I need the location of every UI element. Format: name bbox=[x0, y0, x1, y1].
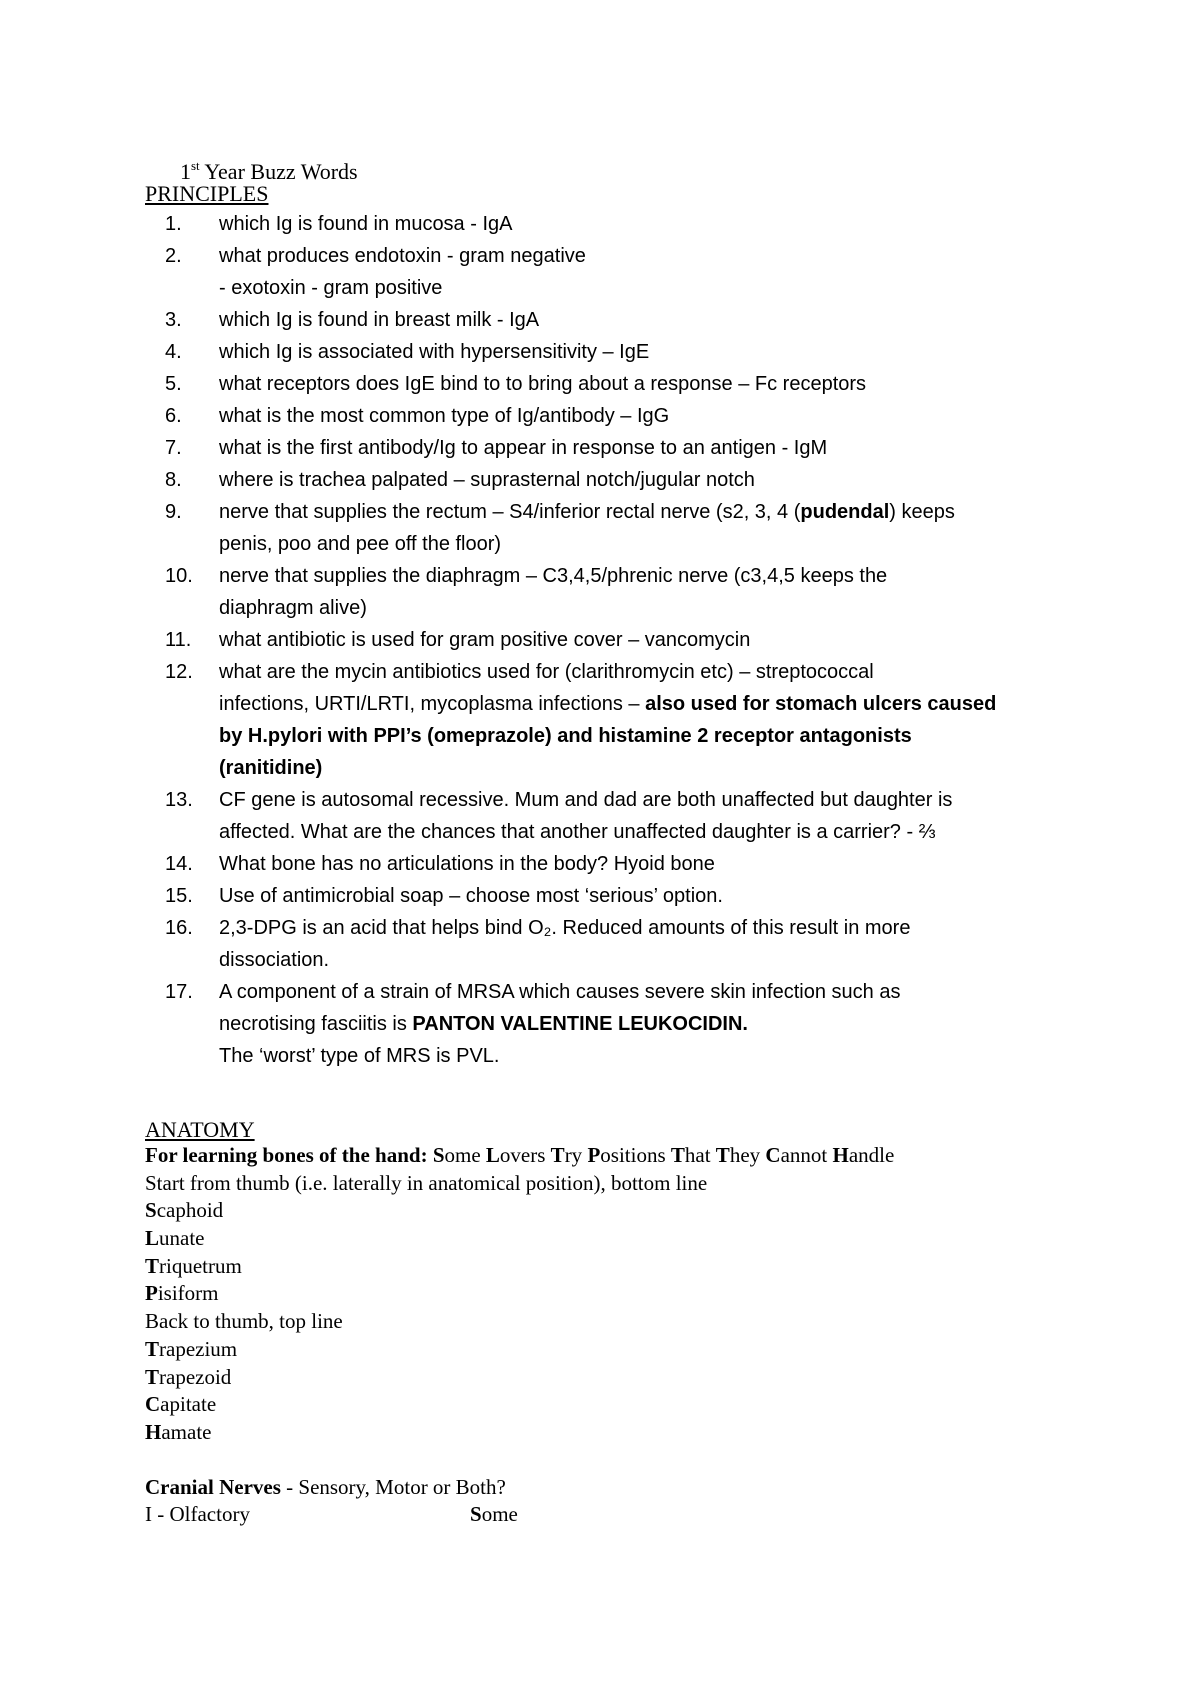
bold-text: (ranitidine) bbox=[219, 757, 323, 779]
bold-text: L bbox=[145, 1226, 160, 1251]
item-text bbox=[219, 304, 1065, 336]
text-run: which Ig is found in mucosa - IgA bbox=[219, 213, 513, 235]
mnemonic-rest: ome bbox=[481, 1502, 518, 1527]
anatomy-line bbox=[145, 1419, 1105, 1447]
principle-item bbox=[165, 784, 1065, 848]
item-text bbox=[219, 496, 1065, 560]
principles-list bbox=[165, 208, 1065, 1072]
item-line bbox=[219, 336, 1065, 368]
principle-item bbox=[165, 432, 1065, 464]
anatomy-line bbox=[145, 1197, 1105, 1225]
bold-text: C bbox=[765, 1143, 781, 1167]
principle-item bbox=[165, 560, 1065, 624]
title-ordinal-suffix: st bbox=[191, 158, 200, 173]
text-run: hat bbox=[684, 1143, 716, 1167]
item-line bbox=[219, 1040, 1065, 1072]
item-number: 13. bbox=[165, 789, 193, 811]
item-line bbox=[219, 976, 1065, 1008]
principle-item bbox=[165, 240, 1065, 304]
text-run: - exotoxin - gram positive bbox=[219, 277, 443, 299]
cranial-nerves-table bbox=[145, 1501, 1105, 1529]
bold-text: L bbox=[485, 1143, 500, 1167]
cranial-nerve-row bbox=[145, 1501, 1105, 1529]
item-line bbox=[219, 1008, 1065, 1040]
anatomy-line bbox=[145, 1225, 1105, 1253]
item-line bbox=[219, 528, 1065, 560]
mnemonic-word bbox=[470, 1501, 518, 1529]
item-line bbox=[219, 816, 1065, 848]
item-number: 11. bbox=[165, 629, 192, 651]
item-text bbox=[219, 784, 1065, 848]
text-run: Back to thumb, top line bbox=[145, 1309, 343, 1334]
text-run: affected. What are the chances that another unaffected daughter is a carrier? - ⅔ bbox=[219, 821, 936, 843]
cranial-nerve-name: I - Olfactory bbox=[145, 1502, 250, 1527]
anatomy-line bbox=[145, 1142, 1105, 1170]
principle-item bbox=[165, 656, 1065, 784]
text-run: overs bbox=[499, 1143, 551, 1167]
text-run: amate bbox=[161, 1419, 212, 1444]
item-number: 9. bbox=[165, 501, 182, 523]
principle-item bbox=[165, 464, 1065, 496]
item-text bbox=[219, 912, 1065, 976]
principle-item bbox=[165, 880, 1065, 912]
bold-text: T bbox=[670, 1143, 685, 1167]
text-run: what is the first antibody/Ig to appear in response to an antigen - IgM bbox=[219, 437, 828, 459]
text-run: dissociation. bbox=[219, 949, 330, 971]
anatomy-line bbox=[145, 1308, 1105, 1336]
text-run: what receptors does IgE bind to to bring about a response – Fc receptors bbox=[219, 373, 867, 395]
item-number: 3. bbox=[165, 309, 182, 331]
text-run: nerve that supplies the rectum – S4/inferior rectal nerve (s2, 3, 4 ( bbox=[219, 501, 801, 523]
bold-text: T bbox=[145, 1364, 160, 1389]
item-line bbox=[219, 496, 1065, 528]
principle-item bbox=[165, 336, 1065, 368]
bold-text: T bbox=[550, 1143, 565, 1167]
principle-item bbox=[165, 400, 1065, 432]
item-line bbox=[219, 880, 1065, 912]
item-number: 8. bbox=[165, 469, 182, 491]
text-run: necrotising fasciitis is bbox=[219, 1013, 413, 1035]
item-line bbox=[219, 624, 1065, 656]
text-run: penis, poo and pee off the floor) bbox=[219, 533, 502, 555]
text-run: isiform bbox=[157, 1281, 219, 1306]
principle-item bbox=[165, 368, 1065, 400]
text-run: CF gene is autosomal recessive. Mum and dad are both unaffected but daughter is bbox=[219, 789, 953, 811]
text-run: ry bbox=[564, 1143, 588, 1167]
text-run: ome bbox=[444, 1143, 486, 1167]
bold-text: pudendal bbox=[800, 501, 890, 523]
item-text bbox=[219, 464, 1065, 496]
title-text: Year Buzz Words bbox=[204, 159, 358, 184]
item-number: 6. bbox=[165, 405, 182, 427]
item-line bbox=[219, 784, 1065, 816]
bold-text: S bbox=[145, 1198, 157, 1223]
anatomy-line bbox=[145, 1364, 1105, 1392]
item-text bbox=[219, 400, 1065, 432]
cranial-nerves-subtitle: - Sensory, Motor or Both? bbox=[280, 1474, 506, 1499]
item-line bbox=[219, 400, 1065, 432]
title-number: 1 bbox=[180, 159, 191, 184]
bold-text: T bbox=[145, 1253, 160, 1278]
item-number: 16. bbox=[165, 917, 193, 939]
text-run: Use of antimicrobial soap – choose most ‘serious’ option. bbox=[219, 885, 723, 907]
item-number: 15. bbox=[165, 885, 193, 907]
item-line bbox=[219, 720, 1065, 752]
item-number: 2. bbox=[165, 245, 182, 267]
item-line bbox=[219, 368, 1065, 400]
text-run: what is the most common type of Ig/antibody – IgG bbox=[219, 405, 670, 427]
item-number: 7. bbox=[165, 437, 182, 459]
text-run: ositions bbox=[600, 1143, 671, 1167]
item-text bbox=[219, 432, 1065, 464]
anatomy-lines bbox=[145, 1142, 1105, 1447]
item-line bbox=[219, 432, 1065, 464]
item-number: 1. bbox=[165, 213, 182, 235]
item-line bbox=[219, 848, 1065, 880]
item-number: 5. bbox=[165, 373, 182, 395]
bold-text: For learning bones of the hand: bbox=[145, 1143, 428, 1167]
cranial-nerves-heading bbox=[145, 1474, 1105, 1502]
text-run: diaphragm alive) bbox=[219, 597, 367, 619]
principles-heading: PRINCIPLES bbox=[145, 181, 269, 206]
text-run: apitate bbox=[160, 1392, 217, 1417]
item-text bbox=[219, 208, 1065, 240]
principle-item bbox=[165, 624, 1065, 656]
text-run: what produces endotoxin - gram negative bbox=[219, 245, 586, 267]
bold-text: T bbox=[715, 1143, 730, 1167]
bold-text: P bbox=[145, 1281, 158, 1306]
text-run: what antibiotic is used for gram positive cover – vancomycin bbox=[219, 629, 751, 651]
principle-item bbox=[165, 976, 1065, 1072]
section-spacer bbox=[145, 1447, 1105, 1474]
text-run: 2,3-DPG is an acid that helps bind O₂. Reduced amounts of this result in more bbox=[219, 917, 911, 939]
bold-text: PANTON VALENTINE LEUKOCIDIN. bbox=[412, 1013, 748, 1035]
text-run: What bone has no articulations in the body? Hyoid bone bbox=[219, 853, 715, 875]
item-text bbox=[219, 368, 1065, 400]
bold-text: also used for stomach ulcers caused bbox=[645, 693, 997, 715]
bold-text: H bbox=[145, 1419, 162, 1444]
anatomy-line bbox=[145, 1253, 1105, 1281]
item-number: 17. bbox=[165, 981, 193, 1003]
bold-text: T bbox=[145, 1336, 160, 1361]
text-run: A component of a strain of MRSA which causes severe skin infection such as bbox=[219, 981, 901, 1003]
text-run: rapezium bbox=[159, 1336, 238, 1361]
item-text bbox=[219, 976, 1065, 1072]
item-line bbox=[219, 688, 1065, 720]
anatomy-line bbox=[145, 1391, 1105, 1419]
bold-text: by H.pylori with PPI’s (omeprazole) and histamine 2 receptor antagonists bbox=[219, 725, 912, 747]
item-line bbox=[219, 272, 1065, 304]
anatomy-line bbox=[145, 1280, 1105, 1308]
item-line bbox=[219, 560, 1065, 592]
text-run: ) keeps bbox=[889, 501, 955, 523]
text-run: The ‘worst’ type of MRS is PVL. bbox=[219, 1045, 500, 1067]
item-line bbox=[219, 656, 1065, 688]
principle-item bbox=[165, 304, 1065, 336]
text-run: what are the mycin antibiotics used for (clarithromycin etc) – streptococcal bbox=[219, 661, 874, 683]
text-run: hey bbox=[729, 1143, 766, 1167]
item-line bbox=[219, 240, 1065, 272]
anatomy-line bbox=[145, 1336, 1105, 1364]
item-text bbox=[219, 560, 1065, 624]
text-run: caphoid bbox=[156, 1198, 224, 1223]
text-run: unate bbox=[159, 1226, 205, 1251]
mnemonic-initial: S bbox=[470, 1502, 482, 1527]
anatomy-line bbox=[145, 1170, 1105, 1198]
anatomy-section bbox=[145, 1142, 1105, 1529]
text-run: which Ig is associated with hypersensitivity – IgE bbox=[219, 341, 650, 363]
text-run: riquetrum bbox=[159, 1253, 242, 1278]
principle-item bbox=[165, 208, 1065, 240]
item-line bbox=[219, 912, 1065, 944]
text-run: which Ig is found in breast milk - IgA bbox=[219, 309, 540, 331]
cranial-nerves-title: Cranial Nerves bbox=[145, 1474, 281, 1499]
item-text bbox=[219, 848, 1065, 880]
text-run: andle bbox=[848, 1143, 895, 1167]
item-line bbox=[219, 208, 1065, 240]
item-line bbox=[219, 752, 1065, 784]
item-number: 4. bbox=[165, 341, 182, 363]
item-text bbox=[219, 656, 1065, 784]
item-number: 12. bbox=[165, 661, 193, 683]
text-run: annot bbox=[780, 1143, 833, 1167]
item-text bbox=[219, 880, 1065, 912]
text-run: where is trachea palpated – suprasternal notch/jugular notch bbox=[219, 469, 755, 491]
bold-text: C bbox=[145, 1392, 161, 1417]
principle-item bbox=[165, 848, 1065, 880]
item-line bbox=[219, 592, 1065, 624]
item-text bbox=[219, 336, 1065, 368]
principle-item bbox=[165, 496, 1065, 560]
anatomy-heading: ANATOMY bbox=[145, 1117, 255, 1142]
item-text bbox=[219, 240, 1065, 304]
principle-item bbox=[165, 912, 1065, 976]
text-run: nerve that supplies the diaphragm – C3,4,5/phrenic nerve (c3,4,5 keeps the bbox=[219, 565, 888, 587]
item-number: 10. bbox=[165, 565, 193, 587]
item-text bbox=[219, 624, 1065, 656]
item-number: 14. bbox=[165, 853, 193, 875]
text-run: rapezoid bbox=[159, 1364, 232, 1389]
item-line bbox=[219, 464, 1065, 496]
bold-text: H bbox=[832, 1143, 849, 1167]
item-line bbox=[219, 304, 1065, 336]
text-run: Start from thumb (i.e. laterally in anatomical position), bottom line bbox=[145, 1170, 708, 1195]
item-line bbox=[219, 944, 1065, 976]
bold-text: S bbox=[432, 1143, 445, 1167]
bold-text: P bbox=[587, 1143, 601, 1167]
text-run: infections, URTI/LRTI, mycoplasma infections – bbox=[219, 693, 646, 715]
